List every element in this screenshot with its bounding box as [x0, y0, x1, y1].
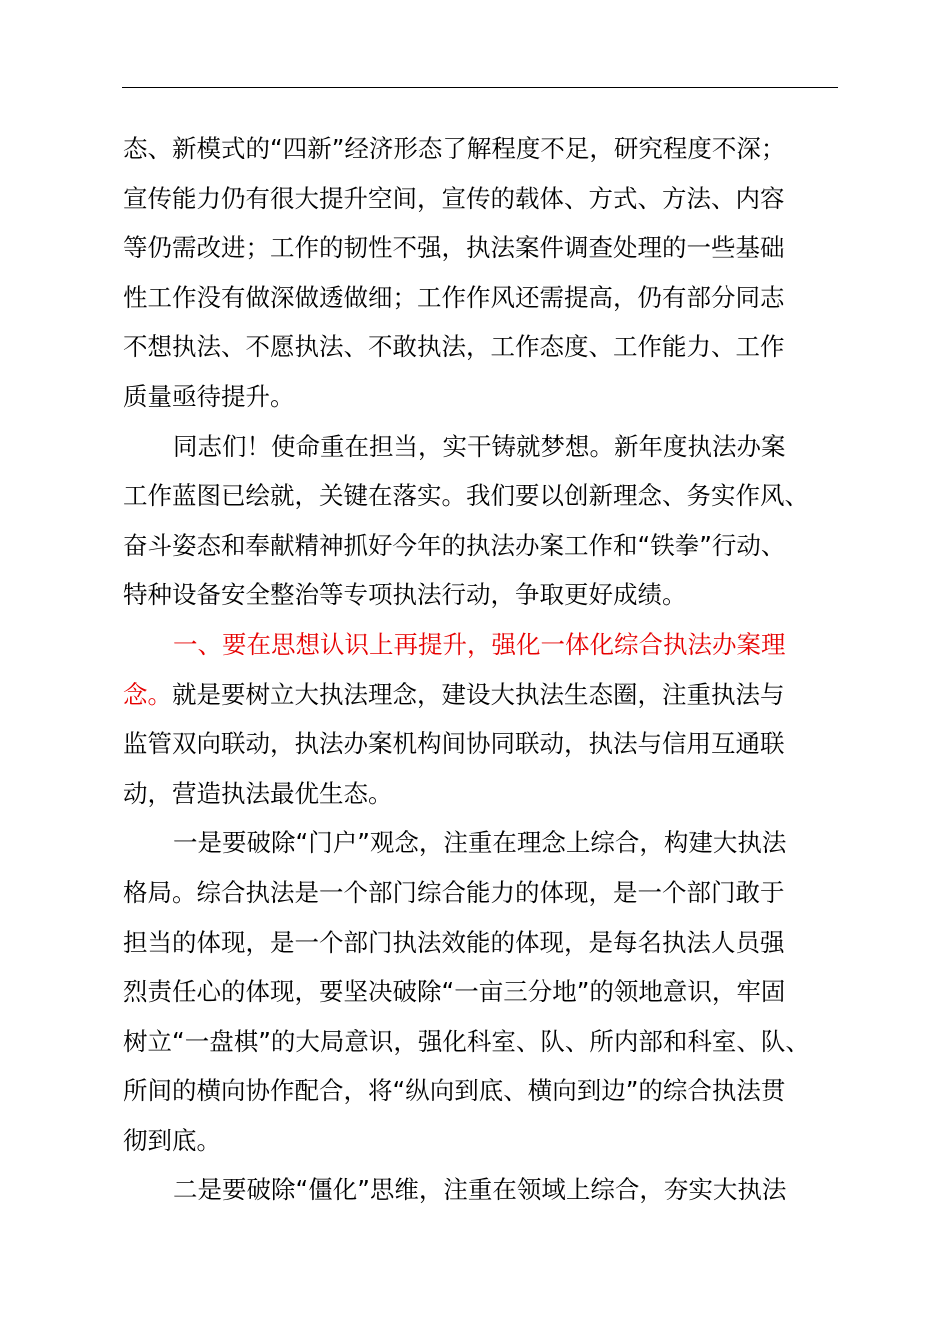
- text-line: 宣传能力仍有很大提升空间，宣传的载体、方式、方法、内容: [123, 183, 785, 213]
- text-line: 树立“一盘棋”的大局意识，强化科室、队、所内部和科室、队、: [123, 1026, 810, 1056]
- text-line: 特种设备安全整治等专项执法行动，争取更好成绩。: [123, 580, 687, 610]
- text-line: 质量亟待提升。: [123, 381, 295, 411]
- text-line: 不想执法、不愿执法、不敢执法，工作态度、工作能力、工作: [123, 332, 785, 362]
- section-heading: 一、要在思想认识上再提升，强化一体化综合执法办案理: [173, 629, 786, 659]
- text-line: 担当的体现，是一个部门执法效能的体现，是每名执法人员强: [123, 927, 785, 957]
- text-line: [123, 670, 837, 720]
- text-line: 态、新模式的“四新”经济形态了解程度不足，研究程度不深；: [123, 134, 786, 163]
- text-line: 工作蓝图已绘就，关键在落实。我们要以创新理念、务实作风、: [123, 481, 809, 511]
- paragraph-first-line: 同志们！使命重在担当，实干铸就梦想。新年度执法办案: [173, 431, 786, 461]
- section-heading-end: 念。: [123, 679, 172, 709]
- text-line: 动，营造执法最优生态。: [123, 778, 393, 808]
- paragraph-first-line: 一是要破除“门户”观念，注重在理念上综合，构建大执法: [173, 828, 787, 858]
- text-line: 性工作没有做深做透做细；工作作风还需提高，仍有部分同志: [123, 282, 785, 312]
- section-body-start: 就是要树立大执法理念，建设大执法生态圈，注重执法与: [172, 679, 785, 709]
- header-rule: [122, 87, 838, 88]
- paragraph-first-line: 二是要破除“僵化”思维，注重在领域上综合，夯实大执法: [173, 1175, 787, 1205]
- text-line: 烈责任心的体现，要坚决破除“一亩三分地”的领地意识，牢固: [123, 977, 786, 1007]
- text-line: 监管双向联动，执法办案机构间协同联动，执法与信用互通联: [123, 729, 785, 759]
- document-body: [123, 124, 837, 1215]
- text-line: 格局。综合执法是一个部门综合能力的体现，是一个部门敢于: [123, 877, 785, 907]
- text-line: 所间的横向协作配合，将“纵向到底、横向到边”的综合执法贯: [123, 1076, 786, 1106]
- text-line: 彻到底。: [123, 1125, 221, 1155]
- text-line: 奋斗姿态和奉献精神抓好今年的执法办案工作和“铁拳”行动、: [123, 530, 786, 560]
- text-line: 等仍需改进；工作的韧性不强，执法案件调查处理的一些基础: [123, 233, 785, 263]
